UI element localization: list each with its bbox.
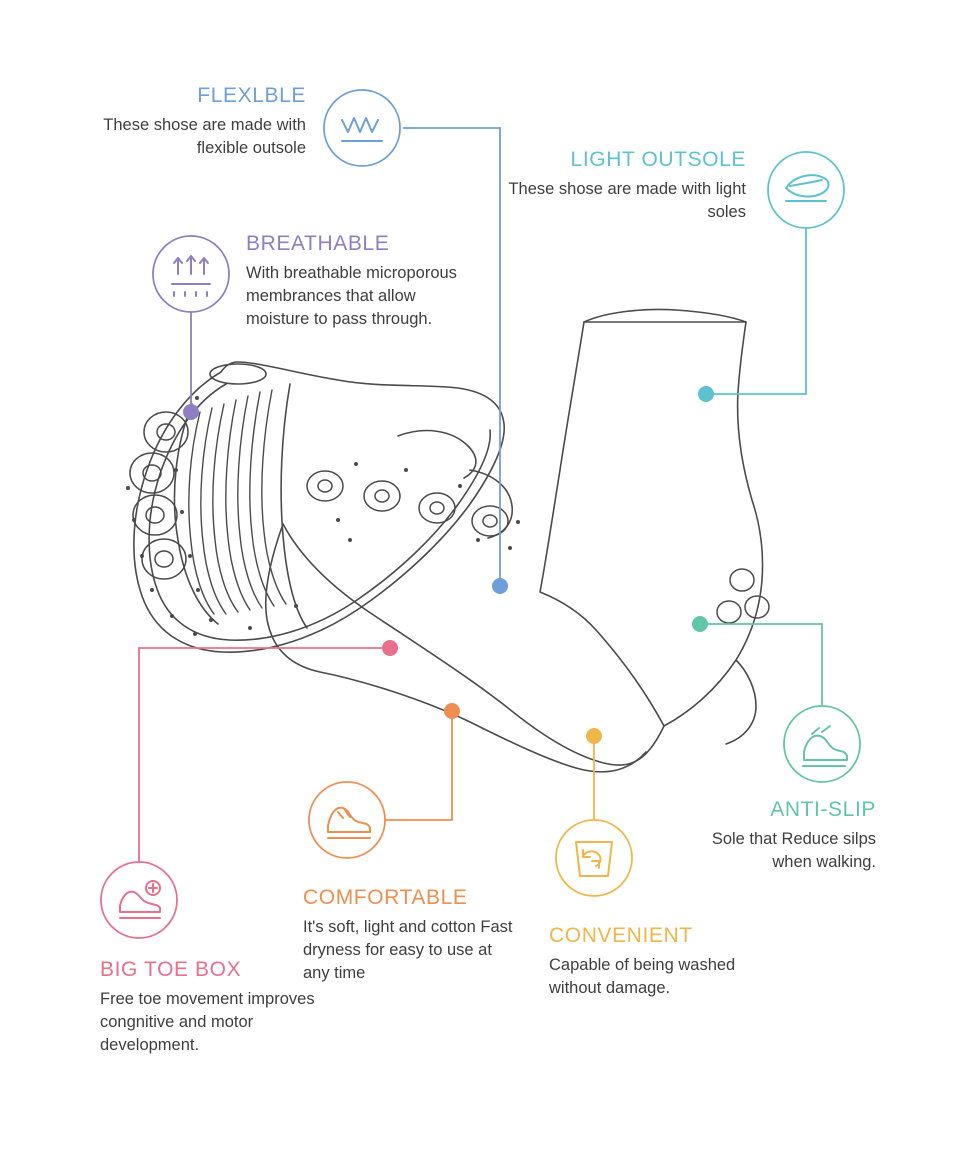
callout-body-breathable: With breathable microporous membrances that allow moisture to pass through.	[246, 264, 457, 328]
icon-badge-anti-slip	[784, 706, 860, 782]
icon-badge-comfortable	[309, 782, 385, 858]
connector-flexible	[403, 128, 508, 594]
callout-anti-slip	[698, 798, 876, 874]
callout-breathable	[246, 232, 478, 330]
callout-flexible	[96, 84, 306, 160]
icon-badge-flexible	[324, 90, 400, 166]
icon-badge-light-outsole	[768, 152, 844, 228]
callout-title-flexible: FLEXLBLE	[197, 84, 306, 107]
callout-title-big-toe-box: BIG TOE BOX	[100, 958, 242, 981]
callout-big-toe-box	[100, 958, 330, 1056]
callout-convenient	[549, 924, 773, 1000]
shoe-illustration	[126, 310, 769, 772]
callout-body-light-outsole: These shose are made with light soles	[508, 180, 746, 221]
callout-title-light-outsole: LIGHT OUTSOLE	[570, 148, 746, 171]
callout-body-anti-slip: Sole that Reduce silps when walking.	[711, 830, 876, 871]
connector-comfortable	[385, 703, 460, 820]
callout-title-convenient: CONVENIENT	[549, 924, 693, 947]
callout-body-flexible: These shose are made with flexible outsole	[103, 116, 306, 157]
icon-badge-breathable	[153, 236, 229, 312]
connector-convenient	[586, 728, 602, 820]
icon-badge-convenient	[556, 820, 632, 896]
connector-anti-slip	[692, 616, 822, 706]
callout-body-convenient: Capable of being washed without damage.	[549, 956, 736, 997]
callout-title-breathable: BREATHABLE	[246, 232, 390, 255]
callout-title-anti-slip: ANTI-SLIP	[770, 798, 876, 821]
callout-comfortable	[303, 886, 518, 984]
callout-body-comfortable: It's soft, light and cotton Fast dryness for easy to use at any time	[303, 918, 513, 982]
callout-title-comfortable: COMFORTABLE	[303, 886, 468, 909]
callout-body-big-toe-box: Free toe movement improves congnitive and motor development.	[100, 990, 315, 1054]
callout-light-outsole	[508, 148, 746, 224]
connector-breathable	[183, 312, 199, 420]
icon-badge-big-toe-box	[101, 862, 177, 938]
